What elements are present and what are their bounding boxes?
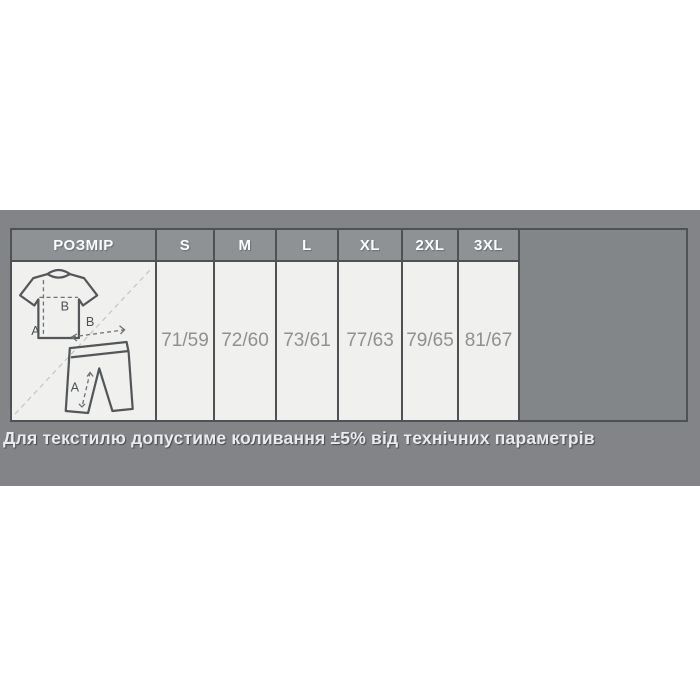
value-cell-xl: 77/63	[339, 262, 403, 420]
pants-length-measure-line	[82, 372, 90, 406]
header-cell-l: L	[277, 230, 339, 262]
header-cell-2xl: 2XL	[403, 230, 459, 262]
header-cell-size-label: РОЗМІР	[12, 230, 157, 262]
value-cell-l: 73/61	[277, 262, 339, 420]
value-cell-2xl: 79/65	[403, 262, 459, 420]
header-cell-m: M	[215, 230, 277, 262]
tolerance-note: Для текстилю допустиме коливання ±5% від технічних параметрів	[3, 428, 595, 448]
value-cell-3xl: 81/67	[459, 262, 520, 420]
header-cell-xl: XL	[339, 230, 403, 262]
table-empty-filler-cell	[520, 230, 686, 420]
pants-icon	[66, 315, 133, 413]
measurement-diagram-cell	[12, 262, 157, 420]
value-cell-s: 71/59	[157, 262, 215, 420]
pants-length-label: A	[70, 380, 80, 395]
shirt-width-label: B	[60, 299, 70, 314]
size-table	[10, 228, 688, 422]
value-cell-m: 72/60	[215, 262, 277, 420]
shirt-length-label: A	[31, 323, 40, 338]
size-chart-banner	[0, 210, 700, 486]
header-cell-3xl: 3XL	[459, 230, 520, 262]
pants-width-label: B	[85, 314, 95, 329]
garment-measurement-diagram	[12, 262, 155, 420]
header-cell-s: S	[157, 230, 215, 262]
